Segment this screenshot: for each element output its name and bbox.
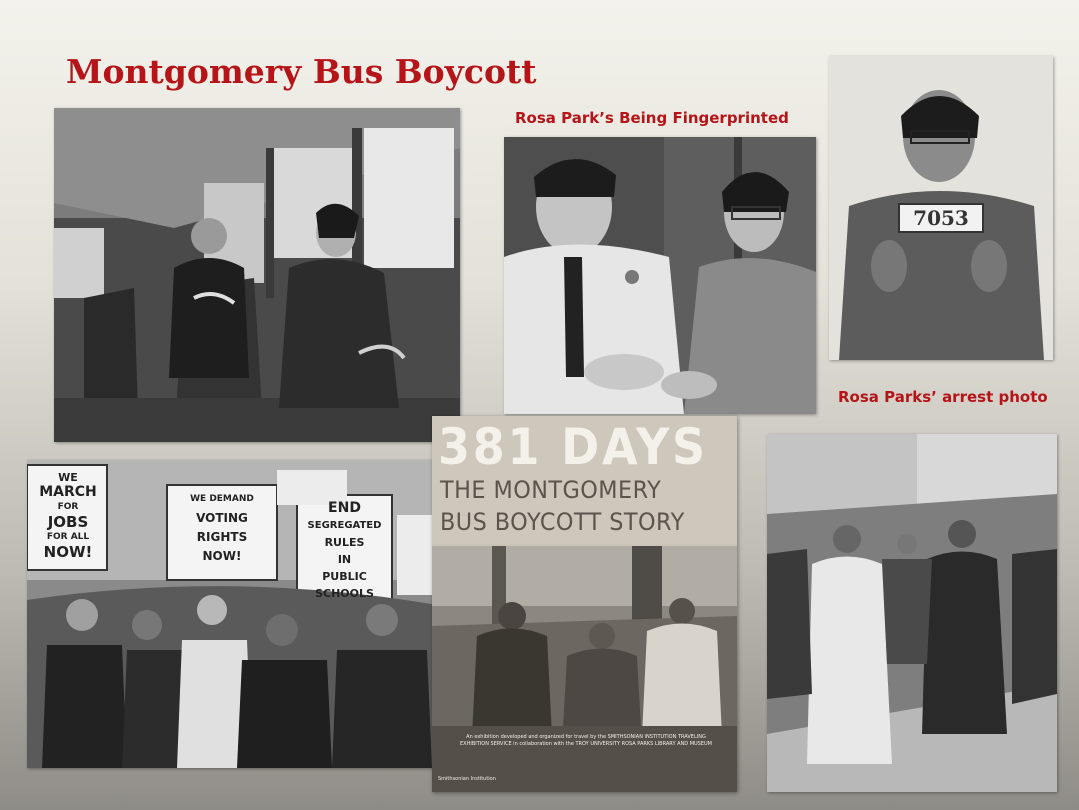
mugshot-number-plate: 7053 bbox=[913, 206, 969, 230]
sign-jobs: WE MARCH FOR JOBS FOR ALL NOW! bbox=[39, 471, 97, 561]
poster-credit-text: An exhibition developed and organized for travel by the SMITHSONIAN INSTITUTION TRAVELING EXHIBITION SERVICE in collaboration with the TROY UNIVERSITY ROSA PARKS LIBRARY AND MUSEUM bbox=[460, 734, 712, 747]
sign-voting-rights: WE DEMAND VOTING RIGHTS NOW! bbox=[190, 494, 254, 563]
mugshot-photo bbox=[829, 56, 1053, 360]
boycott-story-poster bbox=[432, 416, 737, 792]
sign-end-segregated: END SEGREGATED RULES IN PUBLIC SCHOOLS bbox=[307, 500, 382, 600]
bus-interior-photo bbox=[54, 108, 460, 442]
fingerprint-caption: Rosa Park’s Being Fingerprinted bbox=[515, 109, 789, 127]
march-photo bbox=[27, 460, 437, 768]
poster-subtitle-line1: THE MONTGOMERY bbox=[440, 476, 662, 504]
arrest-caption: Rosa Parks’ arrest photo bbox=[838, 388, 1048, 406]
fingerprint-photo bbox=[504, 137, 816, 414]
walking-protesters-photo bbox=[767, 434, 1057, 792]
poster-days-title: 381 DAYS bbox=[438, 418, 708, 476]
poster-publisher: Smithsonian Institution bbox=[438, 776, 496, 782]
poster-subtitle-line2: BUS BOYCOTT STORY bbox=[440, 508, 685, 536]
slide-title: Montgomery Bus Boycott bbox=[66, 52, 537, 91]
poster-crowd-photo bbox=[432, 546, 737, 792]
